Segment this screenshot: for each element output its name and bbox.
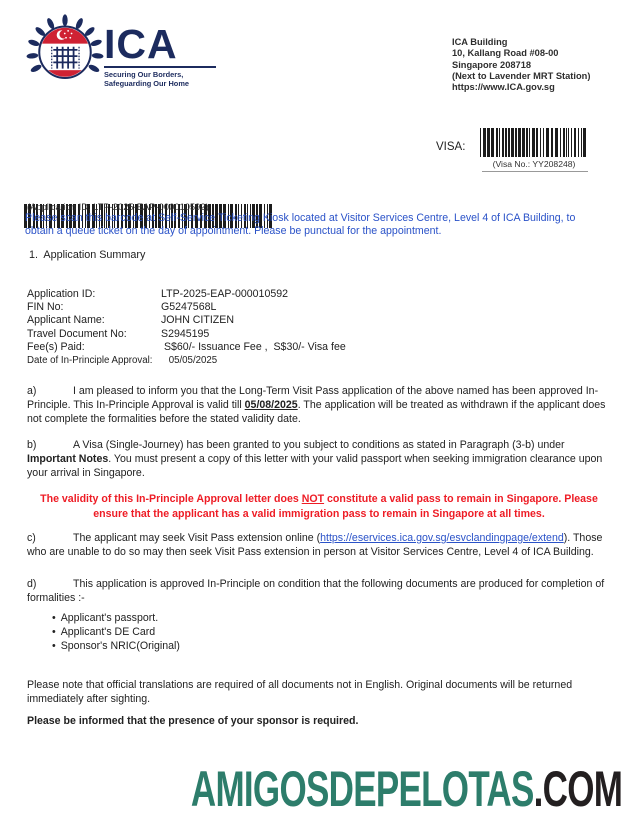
- summary-label: Fee(s) Paid:: [27, 340, 85, 353]
- summary-row: [27, 288, 567, 301]
- paragraph-c: [27, 531, 611, 559]
- summary-row: [27, 341, 567, 354]
- list-item: [52, 625, 180, 639]
- list-item: [52, 611, 180, 625]
- summary-label: Applicant Name:: [27, 314, 105, 327]
- bullet-icon: •: [52, 626, 56, 639]
- summary-value: G5247568L: [161, 301, 217, 314]
- address-line: Singapore 208718: [452, 59, 532, 70]
- paragraph-label: c): [27, 532, 36, 544]
- paragraph-d: [27, 577, 611, 605]
- document-item: Sponsor's NRIC(Original): [60, 640, 180, 653]
- summary-label: Application ID:: [27, 288, 96, 300]
- paragraph-text: . You must present a copy of this letter with your valid passport when seeking immigration clearance upon your arrival in Singapore.: [27, 453, 603, 479]
- document-item: Applicant's passport.: [60, 612, 159, 624]
- paragraph-label: d): [27, 578, 37, 590]
- tagline-line-1: Securing Our Borders,: [104, 70, 184, 79]
- kiosk-notice: Please scan this barcode at Self-Service Ticketing Kiosk located at Visitor Services Centre, Level 4 of ICA Building, to obtain a queue ticket on the day of appointment. Please be punctual for the appointment.: [25, 212, 576, 238]
- bullet-icon: •: [52, 640, 56, 653]
- summary-value: JOHN CITIZEN: [161, 314, 234, 327]
- summary-value: S2945195: [161, 327, 210, 340]
- paragraph-text: A Visa (Single-Journey) has been granted to you subject to conditions as stated in Paragraph (3-b) under: [73, 439, 565, 451]
- validity-warning: [38, 492, 600, 522]
- ica-brand-text: ICA: [104, 21, 178, 67]
- address-line: (Next to Lavender MRT Station): [452, 70, 591, 81]
- ica-address-block: [452, 37, 622, 93]
- summary-row: [27, 354, 567, 367]
- tagline-line-2: Safeguarding Our Home: [104, 78, 190, 88]
- watermark-name: AMIGOSDEPELOTAS: [190, 761, 534, 817]
- visa-barcode: [480, 128, 588, 157]
- document-item: Applicant's DE Card: [60, 626, 156, 639]
- list-item: [52, 639, 180, 653]
- paragraph-text: This application is approved In-Principle on condition that the following documents are produced for completion of formalities :-: [27, 578, 605, 604]
- ica-website-url[interactable]: https://www.ICA.gov.sg: [452, 82, 555, 93]
- warning-emphasis: NOT: [301, 493, 325, 505]
- warning-text: The validity of this In-Principle Approval letter does: [40, 493, 302, 505]
- sponsor-presence-note: Please be informed that the presence of your sponsor is required.: [27, 715, 359, 727]
- summary-value: LTP-2025-EAP-000010592: [161, 288, 289, 300]
- summary-row: [27, 301, 567, 314]
- summary-label: FIN No:: [27, 301, 64, 314]
- bullet-icon: •: [52, 612, 56, 624]
- visa-label: VISA:: [436, 141, 466, 153]
- summary-row: [27, 328, 567, 341]
- ica-tagline: [104, 66, 216, 88]
- validity-date: 05/08/2025: [244, 399, 298, 411]
- address-line: 10, Kallang Road #08-00: [452, 48, 559, 59]
- paragraph-a: [27, 384, 611, 426]
- summary-row: [27, 314, 567, 327]
- application-summary: [27, 288, 567, 367]
- section-title: 1. Application Summary: [29, 249, 146, 261]
- translation-note: Please note that official translations are required of all documents not in English. Original documents will be returned immediately after sighting.: [27, 679, 573, 705]
- extension-eservice-link[interactable]: https://eservices.ica.gov.sg/esvclandingpage/extend: [320, 532, 564, 544]
- summary-value: 05/05/2025: [166, 355, 218, 367]
- summary-value: S$60/- Issuance Fee , S$30/- Visa fee: [161, 340, 346, 353]
- watermark-tld: .COM: [533, 761, 622, 817]
- address-line: ICA Building: [452, 37, 508, 47]
- paragraph-text: . The application will be treated as withdrawn if the applicant does not complete the formalities before the stated validity date.: [27, 399, 606, 425]
- visa-number-caption: (Visa No.: YY208248): [492, 159, 576, 169]
- summary-label: Travel Document No:: [27, 327, 127, 340]
- paragraph-text: The applicant may seek Visit Pass extension online (: [73, 532, 321, 544]
- important-notes-ref: Important Notes: [27, 453, 109, 465]
- paragraph-text: ). Those who are unable to do so may then seek Visit Pass extension in person at Visitor Services Centre, Level 4 of ICA Building.: [27, 532, 603, 558]
- warning-text: constitute a valid pass to remain in Singapore. Please ensure that the applicant has a valid immigration pass to remain in Singapore at all times.: [93, 493, 598, 520]
- paragraph-label: a): [27, 385, 37, 397]
- paragraph-b: [27, 438, 611, 480]
- site-watermark: [190, 761, 622, 817]
- summary-label: Date of In-Principle Approval:: [27, 355, 153, 367]
- ica-crest-icon: [26, 13, 104, 93]
- visa-caption-rule: [482, 171, 588, 172]
- ica-wordmark: [104, 21, 234, 88]
- required-documents-list: [52, 611, 180, 654]
- application-id-caption: (Application ID: LTP-2025-EAP-000010592): [27, 201, 209, 212]
- paragraph-label: b): [27, 439, 37, 451]
- paragraph-text: I am pleased to inform you that the Long-Term Visit Pass application of the above named has been approved In-Principle. This In-Principle Approval is valid till: [27, 385, 599, 411]
